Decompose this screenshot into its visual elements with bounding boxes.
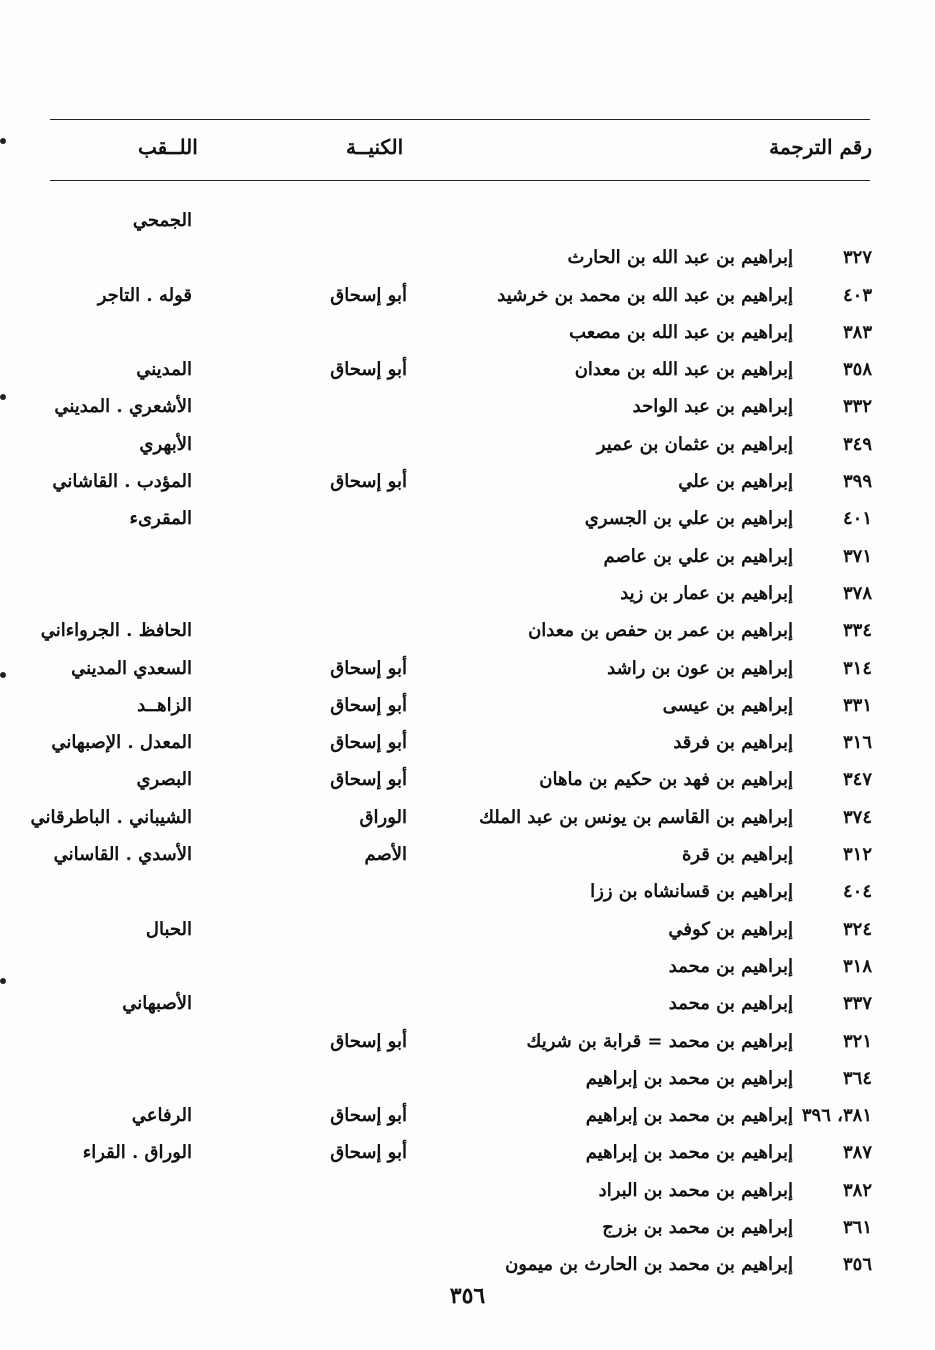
entry-name: إبراهيم بن عمر بن حفص بن معدان	[528, 620, 793, 642]
table-row	[0, 1167, 935, 1204]
table-row	[0, 533, 935, 570]
entry-number: ٣٣٢	[842, 396, 872, 418]
entry-kunya: الأصم	[364, 844, 407, 866]
table-row	[0, 831, 935, 868]
table-row	[0, 1018, 935, 1055]
entry-kunya: أبو إسحاق	[330, 1105, 407, 1127]
entry-laqab: الحبال	[145, 918, 192, 940]
entry-laqab: الزاهــد	[137, 694, 192, 716]
table-row	[0, 1129, 935, 1166]
entry-number: ٣٦٤	[842, 1067, 872, 1089]
entry-number: ٣٨١، ٣٩٦	[801, 1105, 872, 1127]
entry-laqab: المعدل . الإصبهاني	[51, 732, 192, 754]
entry-name: إبراهيم بن عيسى	[662, 694, 793, 716]
entry-name: إبراهيم بن محمد بن إبراهيم	[585, 1142, 793, 1164]
entry-name: إبراهيم بن قسانشاه بن ززا	[590, 881, 793, 903]
margin-mark	[0, 978, 6, 984]
entry-laqab: الجمحي	[132, 210, 192, 231]
entry-number: ٣٤٧	[842, 769, 872, 791]
entry-name: إبراهيم بن علي	[678, 471, 793, 493]
entry-name: إبراهيم بن عون بن راشد	[607, 657, 793, 679]
table-row	[0, 719, 935, 756]
entry-number: ٣٢٤	[842, 918, 872, 940]
table-row	[0, 906, 935, 943]
entry-number: ٣١٦	[842, 732, 872, 754]
entry-number: ٣٤٩	[842, 433, 872, 455]
table-row	[0, 1241, 935, 1278]
entry-laqab: المؤدب . القاشاني	[52, 471, 192, 493]
entry-name: إبراهيم بن كوفي	[668, 918, 793, 940]
entry-name: إبراهيم بن عبد الله بن الحارث	[567, 247, 793, 269]
table-row	[0, 868, 935, 905]
entry-number: ٤٠١	[842, 508, 872, 530]
table-row	[0, 570, 935, 607]
table-row	[0, 272, 935, 309]
entry-name: إبراهيم بن قرة	[681, 844, 793, 866]
table-row	[0, 309, 935, 346]
entry-name: إبراهيم بن عمار بن زيد	[620, 582, 793, 604]
header-kunya: الكنيــة	[346, 135, 404, 159]
entry-number: ٣١٨	[842, 955, 872, 977]
entry-laqab: الأشعري . المديني	[54, 396, 192, 418]
table-row	[0, 197, 935, 234]
table-row	[0, 1092, 935, 1129]
table-row	[0, 645, 935, 682]
entry-kunya: أبو إسحاق	[330, 471, 407, 493]
entry-name: إبراهيم بن محمد = قرابة بن شريك	[526, 1030, 793, 1052]
entry-kunya: أبو إسحاق	[330, 1030, 407, 1052]
entry-kunya: أبو إسحاق	[330, 732, 407, 754]
table-row	[0, 495, 935, 532]
entry-laqab: الأسدي . القاساني	[53, 844, 192, 866]
header-number: رقم الترجمة	[769, 135, 872, 159]
entry-number: ٣٩٩	[842, 471, 872, 493]
entry-number: ٣٢٧	[842, 247, 872, 269]
entry-laqab: السعدي المديني	[71, 657, 192, 679]
entry-name: إبراهيم بن عبد الله بن معدان	[574, 359, 793, 381]
entry-number: ٣٨٢	[842, 1179, 872, 1201]
entry-number: ٣٧٨	[842, 582, 872, 604]
entry-number: ٣٣٧	[842, 993, 872, 1015]
entry-number: ٣٢١	[842, 1030, 872, 1052]
table-row	[0, 458, 935, 495]
entry-laqab: المقرىء	[129, 508, 192, 530]
entry-name: إبراهيم بن علي بن عاصم	[603, 545, 793, 567]
entry-name: إبراهيم بن عبد الواحد	[632, 396, 793, 418]
table-row	[0, 682, 935, 719]
header-laqab: اللــقب	[138, 135, 198, 159]
entry-number: ٣٥٦	[842, 1254, 872, 1276]
entry-name: إبراهيم بن محمد بن إبراهيم	[585, 1067, 793, 1089]
entry-number: ٤٠٤	[842, 881, 872, 903]
entry-kunya: أبو إسحاق	[330, 359, 407, 381]
entry-number: ٣٣١	[842, 694, 872, 716]
entry-number: ٣٨٧	[842, 1142, 872, 1164]
entry-name: إبراهيم بن محمد	[668, 993, 793, 1015]
entry-kunya: أبو إسحاق	[330, 1142, 407, 1164]
table-row	[0, 421, 935, 458]
table-row	[0, 980, 935, 1017]
entry-number: ٣١٢	[842, 844, 872, 866]
entry-number: ٣٥٨	[842, 359, 872, 381]
margin-mark	[0, 672, 6, 678]
table-row	[0, 794, 935, 831]
entry-name: إبراهيم بن فرقد	[673, 732, 793, 754]
entry-laqab: قوله . التاجر	[97, 284, 192, 306]
entry-kunya: أبو إسحاق	[330, 769, 407, 791]
entry-laqab: الحافظ . الجرواءاني	[40, 620, 192, 642]
entry-number: ٣٧٤	[842, 806, 872, 828]
entry-kunya: الوراق	[359, 806, 407, 828]
entry-laqab: المديني	[136, 359, 192, 381]
entry-name: إبراهيم بن فهد بن حكيم بن ماهان	[539, 769, 793, 791]
entry-name: إبراهيم بن القاسم بن يونس بن عبد الملك	[479, 806, 793, 828]
entry-name: إبراهيم بن محمد بن بزرج	[602, 1217, 793, 1239]
entry-laqab: البصري	[136, 769, 192, 791]
table-row	[0, 1055, 935, 1092]
header-rule	[50, 180, 870, 181]
table-row	[0, 383, 935, 420]
entry-number: ٣١٤	[842, 657, 872, 679]
table-row	[0, 346, 935, 383]
entry-name: إبراهيم بن محمد	[668, 955, 793, 977]
entry-kunya: أبو إسحاق	[330, 284, 407, 306]
entry-laqab: الأصبهاني	[122, 993, 192, 1015]
entry-laqab: الوراق . القراء	[82, 1142, 192, 1164]
entry-name: إبراهيم بن علي بن الجسري	[584, 508, 793, 530]
entry-name: إبراهيم بن محمد بن البراد	[598, 1179, 793, 1201]
entry-number: ٣٣٤	[842, 620, 872, 642]
top-rule	[50, 119, 870, 120]
entry-laqab: الرفاعي	[131, 1105, 192, 1127]
entry-number: ٤٠٣	[842, 284, 872, 306]
table-row	[0, 756, 935, 793]
entry-number: ٣٧١	[842, 545, 872, 567]
table-row	[0, 1204, 935, 1241]
entry-name: إبراهيم بن محمد بن إبراهيم	[585, 1105, 793, 1127]
entry-name: إبراهيم بن عبد الله بن محمد بن خرشيد	[497, 284, 793, 306]
entry-kunya: أبو إسحاق	[330, 657, 407, 679]
entry-laqab: الأبهري	[139, 433, 192, 455]
margin-mark	[0, 138, 6, 144]
table-row	[0, 234, 935, 271]
entry-number: ٣٦١	[842, 1217, 872, 1239]
entry-name: إبراهيم بن عثمان بن عمير	[596, 433, 793, 455]
entry-number: ٣٨٣	[842, 321, 872, 343]
margin-mark	[0, 394, 6, 400]
entry-kunya: أبو إسحاق	[330, 694, 407, 716]
table-row	[0, 943, 935, 980]
entries-table	[0, 197, 935, 1279]
entry-laqab: الشيباني . الباطرقاني	[30, 806, 192, 828]
entry-name: إبراهيم بن محمد بن الحارث بن ميمون	[505, 1254, 793, 1276]
table-row	[0, 607, 935, 644]
entry-name: إبراهيم بن عبد الله بن مصعب	[569, 321, 793, 343]
page-number: ٣٥٦	[449, 1283, 486, 1309]
